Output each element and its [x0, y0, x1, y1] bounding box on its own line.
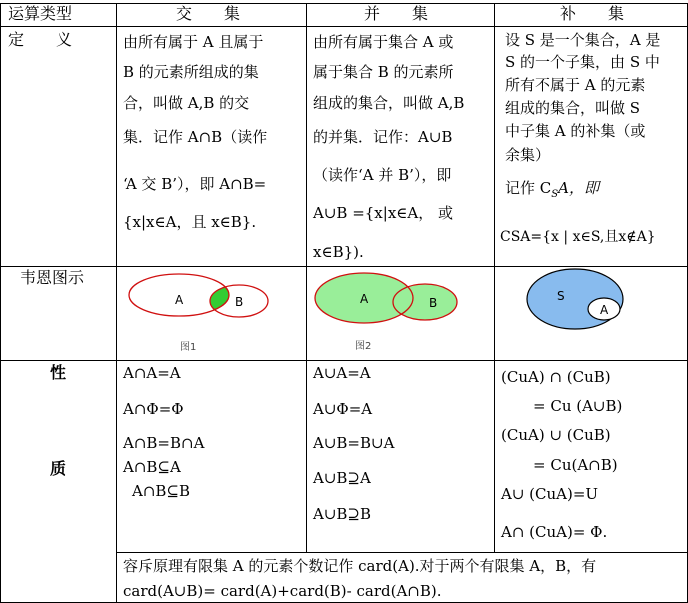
definition-line: 设 S 是一个集合，A 是	[505, 31, 661, 49]
definition-label: 定 义	[8, 30, 73, 49]
complement-notation: 记作 $C_SA$，即	[505, 179, 599, 200]
row-divider-venn	[0, 360, 688, 361]
property-line: = Cu (A∪B)	[533, 397, 623, 415]
set-a-label: A	[175, 293, 184, 307]
definition-line: 由所有属于集合 A 或	[313, 33, 454, 51]
definition-line: {x|x∈A，且 x∈B}.	[123, 213, 257, 231]
definition-line: 合，叫做 A,B 的交	[123, 94, 250, 112]
figure-caption: 图2	[355, 341, 372, 352]
property-line: A∩ (CuA)= Φ.	[501, 523, 608, 541]
complement-formula: CSA={x | x∈S,且x∉A}	[500, 229, 656, 245]
definition-line: ‘A 交 B’），即 A∩B=	[123, 175, 267, 193]
property-line: A∩B=B∩A	[123, 434, 205, 452]
definition-line: x∈B}).	[313, 243, 364, 261]
property-line: (CuA) ∪ (CuB)	[501, 426, 611, 444]
definition-line: 所有不属于 A 的元素	[505, 76, 646, 94]
header-operation-type: 运算类型	[8, 4, 73, 23]
property-line: A∪B=B∪A	[313, 434, 395, 452]
principle-line: 容斥原理有限集 A 的元素个数记作 card(A).对于两个有限集 A，B，有	[123, 557, 597, 575]
venn-diagram-union	[307, 267, 494, 360]
property-line: A∩Φ=Φ	[123, 400, 184, 418]
figure-caption: 图1	[180, 342, 197, 353]
definition-line: 的并集．记作：A∪B	[313, 128, 453, 146]
definition-line: 组成的集合，叫做 A,B	[313, 94, 465, 112]
set-a-label: A	[360, 292, 369, 306]
definition-line: S 的一个子集，由 S 中	[505, 53, 660, 71]
definition-line: A∪B ={x|x∈A， 或	[313, 204, 453, 222]
property-line: = Cu(A∩B)	[533, 456, 618, 474]
header-union: 并 集	[364, 4, 429, 23]
property-line: A∪A=A	[313, 364, 371, 382]
row-divider-properties	[116, 552, 688, 553]
property-line: A∪B⊇B	[313, 505, 372, 523]
definition-line: 属于集合 B 的元素所	[313, 63, 454, 81]
header-intersection: 交 集	[176, 4, 241, 23]
property-line: A∩B⊆A	[123, 458, 181, 476]
property-line: A∪ (CuA)=U	[501, 485, 599, 503]
definition-line: 由所有属于 A 且属于	[123, 33, 264, 51]
set-b-label: B	[429, 296, 438, 310]
properties-label-bottom: 质	[50, 459, 67, 478]
set-b-label: B	[235, 295, 244, 309]
venn-label: 韦恩图示	[20, 268, 85, 287]
property-line: (CuA) ∩ (CuB)	[501, 368, 611, 386]
header-complement: 补 集	[560, 4, 625, 23]
row-divider-header	[0, 26, 688, 27]
definition-line: B 的元素所组成的集	[123, 63, 259, 81]
venn-diagram-complement	[495, 267, 687, 360]
set-s-label: S	[557, 289, 565, 303]
principle-line: card(A∪B)= card(A)+card(B)- card(A∩B).	[123, 582, 442, 600]
property-line: A∪Φ=A	[313, 400, 373, 418]
definition-line: 余集）	[505, 146, 551, 164]
property-line: A∩B⊆B	[132, 482, 191, 500]
venn-diagram-intersection	[117, 267, 306, 360]
property-line: A∩A=A	[123, 364, 181, 382]
property-line: A∪B⊇A	[313, 469, 371, 487]
table-border-left	[0, 3, 1, 603]
set-a-label: A	[600, 303, 609, 317]
definition-line: 中子集 A 的补集（或	[505, 122, 646, 140]
definition-line: （读作‘A 并 B’），即	[313, 166, 452, 184]
definition-line: 组成的集合，叫做 S	[505, 99, 641, 117]
properties-label-top: 性	[50, 363, 67, 382]
definition-line: 集．记作 A∩B（读作	[123, 128, 268, 146]
